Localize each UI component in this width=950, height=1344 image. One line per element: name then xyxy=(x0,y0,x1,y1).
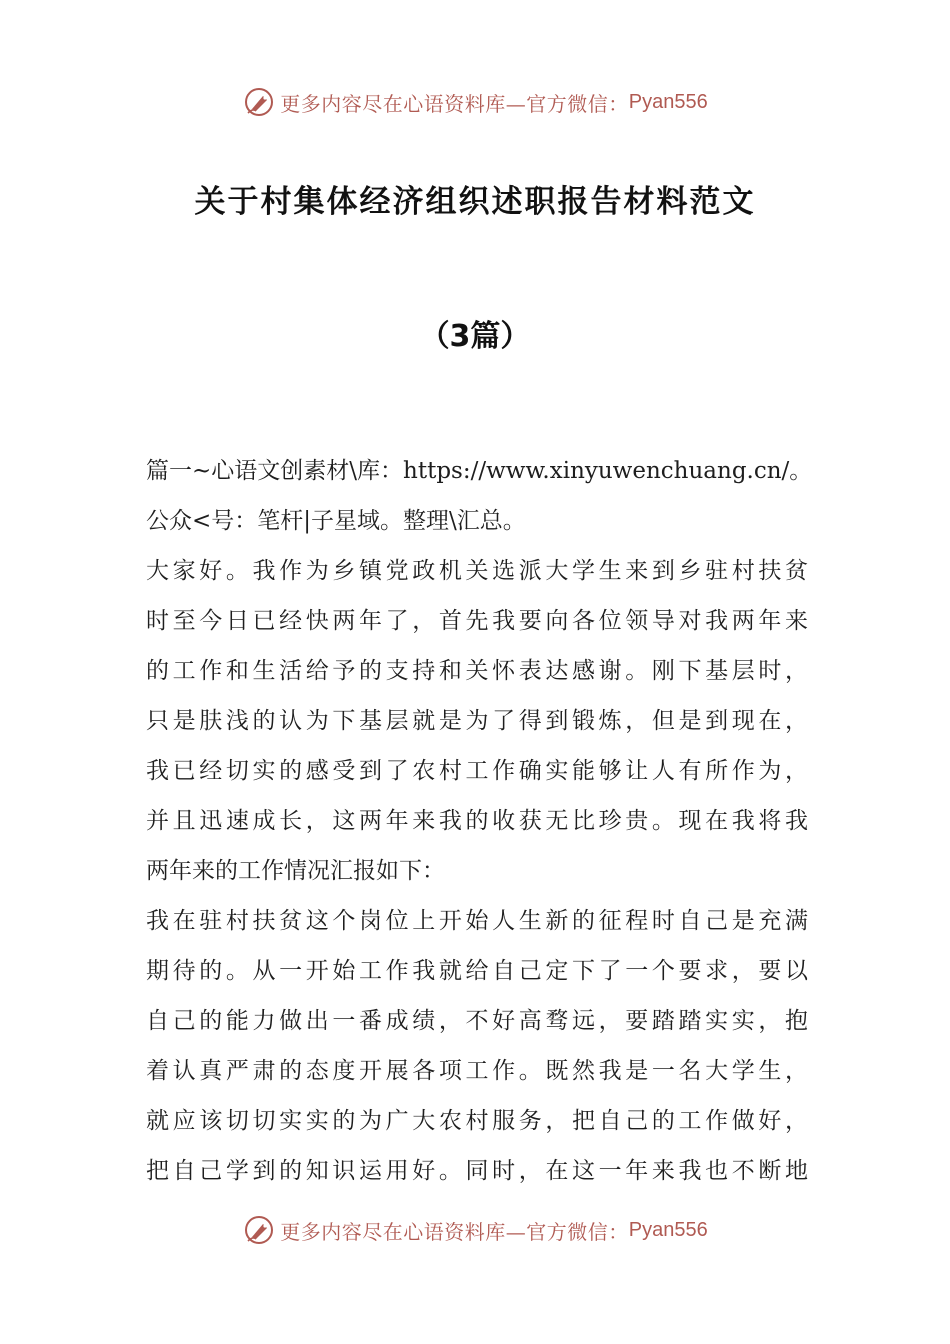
pen-nib-seal-icon xyxy=(242,1213,276,1247)
paragraph-2 xyxy=(146,896,808,1196)
document-title: 关于村集体经济组织述职报告材料范文 xyxy=(194,184,756,220)
document-subtitle: （3篇） xyxy=(419,319,531,354)
paragraph-1 xyxy=(146,546,808,896)
text-line: 两年来的工作情况汇报如下： xyxy=(146,858,445,884)
source-line: 公众<号：笔杆|子星域。整理\汇总。 xyxy=(146,508,526,534)
header-watermark-banner xyxy=(0,82,950,122)
footer-watermark-banner xyxy=(0,1210,950,1250)
text-line: 就应该切切实实的为广大农村服务，把自己的工作做好， xyxy=(146,1108,808,1134)
text-line: 只是肤浅的认为下基层就是为了得到锻炼，但是到现在， xyxy=(146,708,808,734)
text-line: 大家好。我作为乡镇党政机关选派大学生来到乡驻村扶贫 xyxy=(146,558,808,584)
text-line: 把自己学到的知识运用好。同时，在这一年来我也不断地 xyxy=(146,1158,808,1184)
text-line: 期待的。从一开始工作我就给自己定下了一个要求，要以 xyxy=(146,958,808,984)
text-line: 我已经切实的感受到了农村工作确实能够让人有所作为， xyxy=(146,758,808,784)
source-line: 篇一~心语文创素材\库：https://www.xinyuwenchuang.cn/。 xyxy=(146,458,813,484)
text-line: 的工作和生活给予的支持和关怀表达感谢。刚下基层时， xyxy=(146,658,808,684)
banner-wechat-id: Pyan556 xyxy=(628,1218,708,1241)
text-line: 着认真严肃的态度开展各项工作。既然我是一名大学生， xyxy=(146,1058,808,1084)
text-line: 我在驻村扶贫这个岗位上开始人生新的征程时自己是充满 xyxy=(146,908,808,934)
text-line: 并且迅速成长，这两年来我的收获无比珍贵。现在我将我 xyxy=(146,808,808,834)
banner-text: 更多内容尽在心语资料库—官方微信： xyxy=(280,91,629,116)
text-line: 时至今日已经快两年了，首先我要向各位领导对我两年来 xyxy=(146,608,808,634)
text-line: 自己的能力做出一番成绩，不好高骛远，要踏踏实实，抱 xyxy=(146,1008,808,1034)
document-body xyxy=(146,446,813,1196)
pen-nib-seal-icon xyxy=(242,85,276,119)
banner-wechat-id: Pyan556 xyxy=(628,90,708,113)
banner-text: 更多内容尽在心语资料库—官方微信： xyxy=(280,1219,629,1244)
